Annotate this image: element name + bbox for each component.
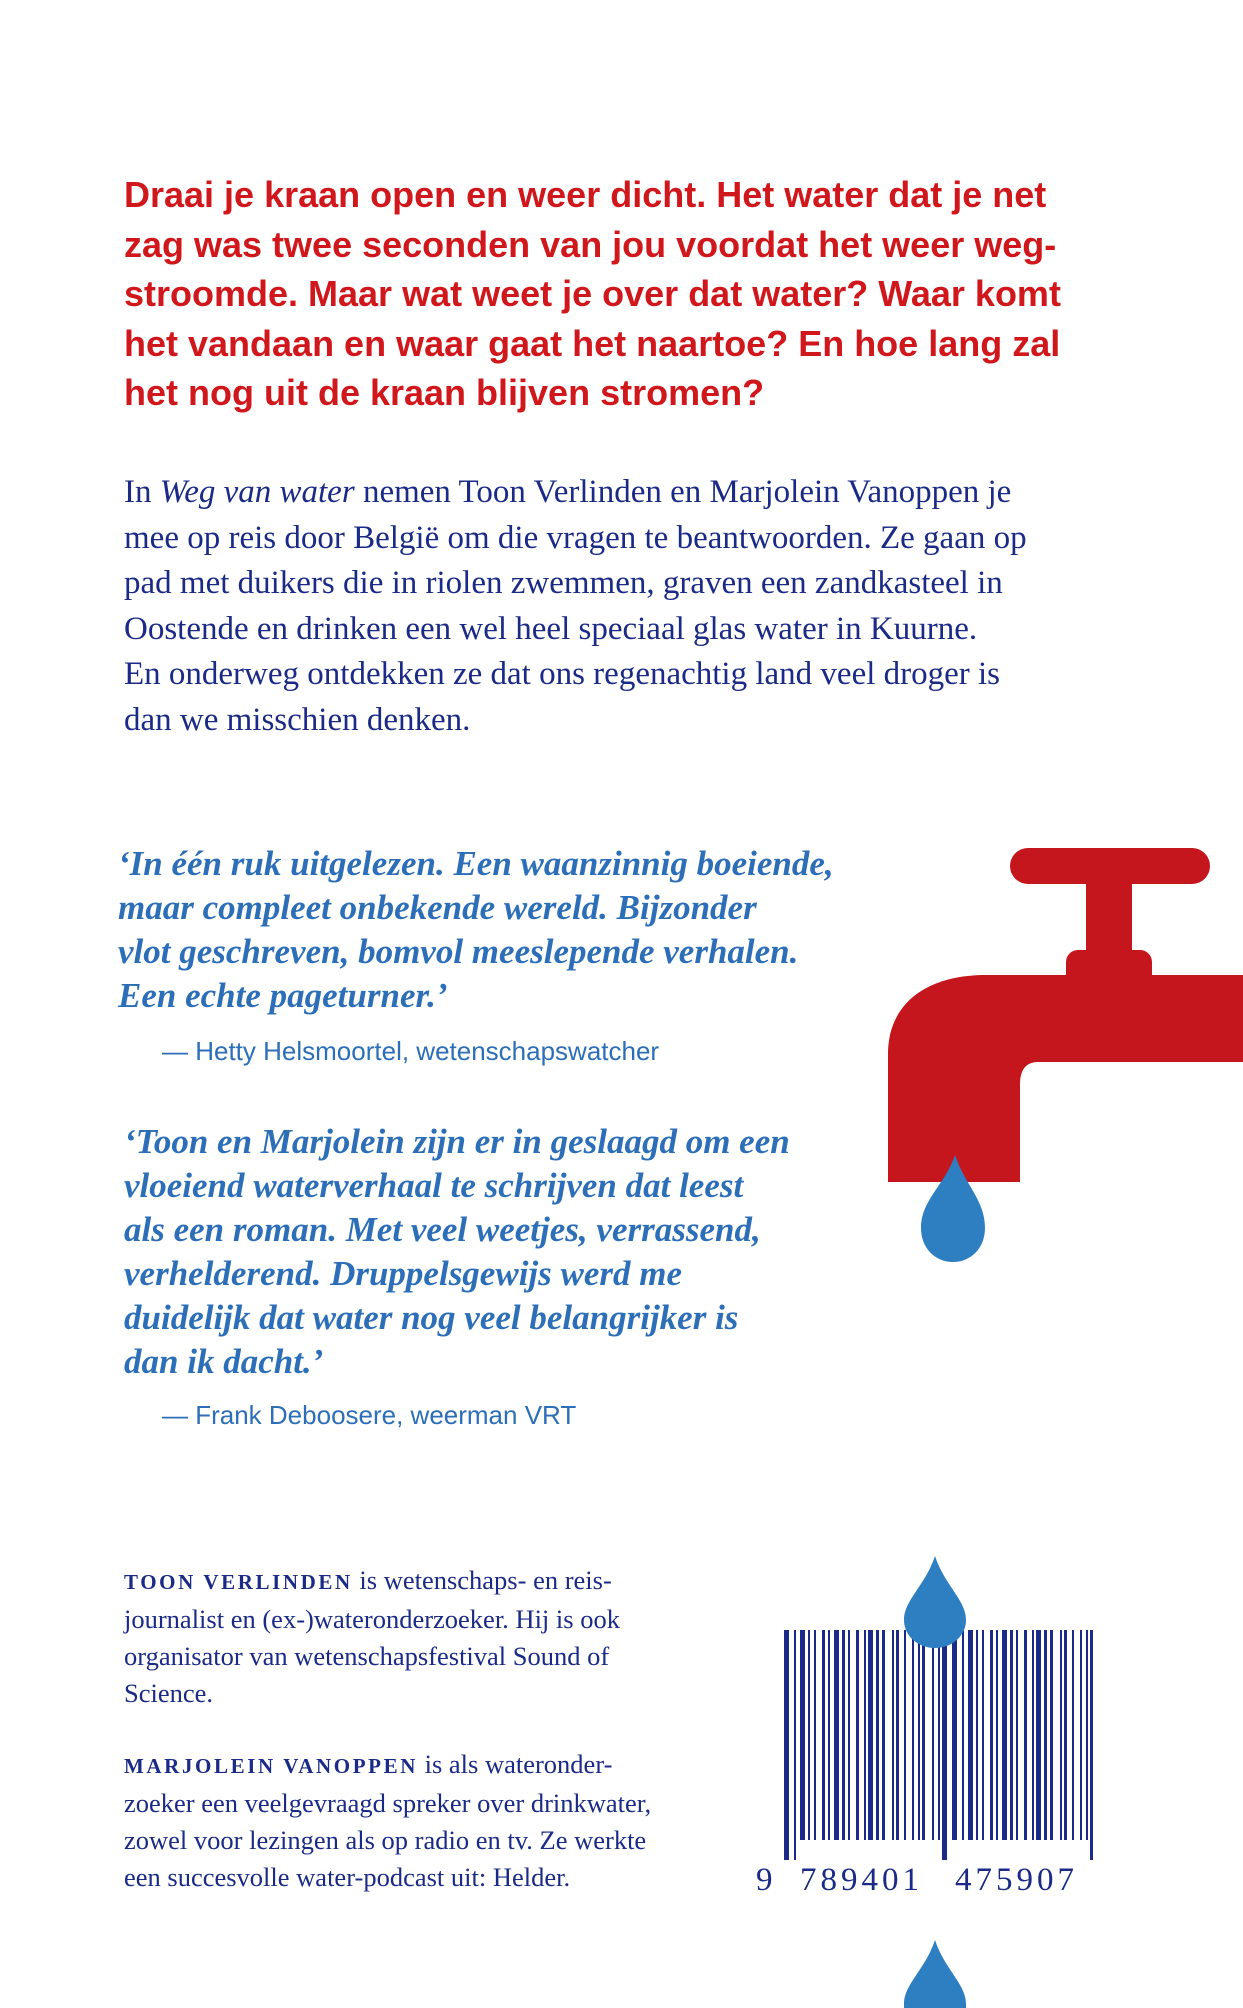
blurb-suffix: nemen Toon Verlinden en Marjolein Vanoppen je [354,474,1012,510]
isbn-first-digit: 9 [756,1862,777,1898]
barcode-bar [962,1630,964,1840]
barcode-bar [932,1630,934,1840]
bio-line: Science. [124,1678,214,1708]
blurb-line: pad met duikers die in riolen zwemmen, graven een zandkasteel in [124,565,1003,601]
barcode-drop-icon [900,1556,970,1646]
bio-line [124,1746,744,1785]
author-bio-1 [124,1562,744,1712]
barcode-bar [1080,1630,1082,1840]
barcode-bar [1050,1630,1053,1840]
barcode-bar [1064,1630,1067,1840]
barcode-bar [1086,1630,1088,1840]
barcode-bar [848,1630,850,1840]
barcode-bar [1036,1630,1041,1840]
barcode-bar [1032,1630,1034,1840]
barcode-bar [976,1630,978,1840]
bio-line: een succesvolle water-podcast uit: Helder. [124,1862,571,1892]
book-title: Weg van water [159,474,355,510]
lead-paragraph [124,170,1124,418]
barcode-bar [1060,1630,1062,1840]
isbn-right-group: 475907 [955,1862,1078,1898]
barcode-bar [912,1630,914,1840]
barcode-bar [896,1630,899,1840]
barcode-bar [968,1630,973,1840]
lead-line: Draai je kraan open en weer dicht. Het water dat je net [124,174,1047,215]
author-bio-2 [124,1746,744,1896]
lead-line: stroomde. Maar wat weet je over dat water? Waar komt [124,273,1061,314]
quote-attribution-1: — Hetty Helsmoortel, wetenschapswatcher [162,1036,660,1066]
bio-line: journalist en (ex-)wateronderzoeker. Hij is ook [124,1604,620,1634]
isbn-barcode [784,1630,1102,1860]
quote-line: dan ik dacht.’ [124,1342,324,1381]
barcode-bar [952,1630,957,1840]
bio-line: zoeker een veelgevraagd spreker over drinkwater, [124,1788,652,1818]
lead-line: het nog uit de kraan blijven stromen? [124,372,765,413]
bio-text: is wetenschaps- en reis- [352,1565,612,1595]
blurb-line: Oostende en drinken een wel heel speciaal glas water in Kuurne. [124,610,978,647]
bio-line: zowel voor lezingen als op radio en tv. Ze werkte [124,1825,647,1855]
barcode-bar [822,1630,825,1840]
quote-line: ‘Toon en Marjolein zijn er in geslaagd om een [124,1122,790,1161]
quote-line: Een echte pageturner.’ [118,976,448,1015]
blurb-line: dan we misschien denken. [124,701,471,738]
barcode-bar [882,1630,885,1840]
quote-line: maar compleet onbekende wereld. Bijzonder [118,888,757,927]
barcode-bar [1024,1630,1027,1840]
barcode-bar [828,1630,830,1840]
barcode-bar [922,1630,925,1840]
quote-attribution-2: — Frank Deboosere, weerman VRT [162,1400,577,1430]
barcode-bar [876,1630,879,1840]
barcode-bar [1044,1630,1047,1840]
barcode-bar [800,1630,805,1840]
barcode-bar [864,1630,866,1840]
blurb-line: mee op reis door België om die vragen te beantwoorden. Ze gaan op [124,519,1027,556]
barcode-bar [842,1630,845,1840]
barcode-bar [868,1630,873,1840]
review-quote-1 [118,842,878,1018]
review-quote-2 [124,1120,884,1384]
barcode-bar [814,1630,816,1840]
bio-text: is als wateronder- [417,1749,613,1779]
barcode-bar [904,1630,906,1840]
author-name: TOON VERLINDEN [124,1570,353,1594]
blurb-paragraph [124,470,1124,743]
barcode-bar [834,1630,839,1840]
barcode-bar [1002,1630,1007,1840]
barcode-bar [784,1630,789,1860]
barcode-bar [794,1630,796,1860]
lead-line: het vandaan en waar gaat het naartoe? En hoe lang zal [124,322,1061,364]
blurb-prefix: In [124,474,160,510]
barcode-bar [942,1630,947,1860]
barcode-bar [1072,1630,1074,1840]
blurb-line [124,470,1124,516]
barcode-bar [1010,1630,1013,1840]
blurb-line: En onderweg ontdekken ze dat ons regenachtig land veel droger is [124,656,1001,692]
bio-line: organisator van wetenschapsfestival Sound of [124,1641,610,1671]
barcode-bar [808,1630,810,1840]
quote-line: vlot geschreven, bomvol meeslepende verhalen. [118,932,799,971]
isbn-left-group: 789401 [800,1862,923,1898]
barcode-bar [1016,1630,1018,1840]
bio-line [124,1562,744,1601]
barcode-bar [990,1630,993,1840]
barcode-bar [918,1630,920,1840]
quote-line: ‘In één ruk uitgelezen. Een waanzinnig boeiende, [118,844,834,883]
barcode-bar [982,1630,984,1840]
bottom-drop-icon [900,1940,970,2008]
quote-line: vloeiend waterverhaal te schrijven dat leest [124,1166,744,1205]
barcode-bar [938,1630,940,1840]
barcode-bar [1090,1630,1093,1860]
water-tap-icon [880,840,1243,1270]
quote-line: als een roman. Met veel weetjes, verrassend, [124,1210,761,1249]
quote-line: verhelderend. Druppelsgewijs werd me [124,1254,683,1293]
author-name: MARJOLEIN VANOPPEN [124,1754,418,1778]
lead-line: zag was twee seconden van jou voordat het weer weg- [124,223,1057,265]
quote-line: duidelijk dat water nog veel belangrijker is [124,1298,739,1337]
barcode-bar [856,1630,859,1840]
barcode-bar [892,1630,894,1840]
barcode-bar [996,1630,998,1840]
